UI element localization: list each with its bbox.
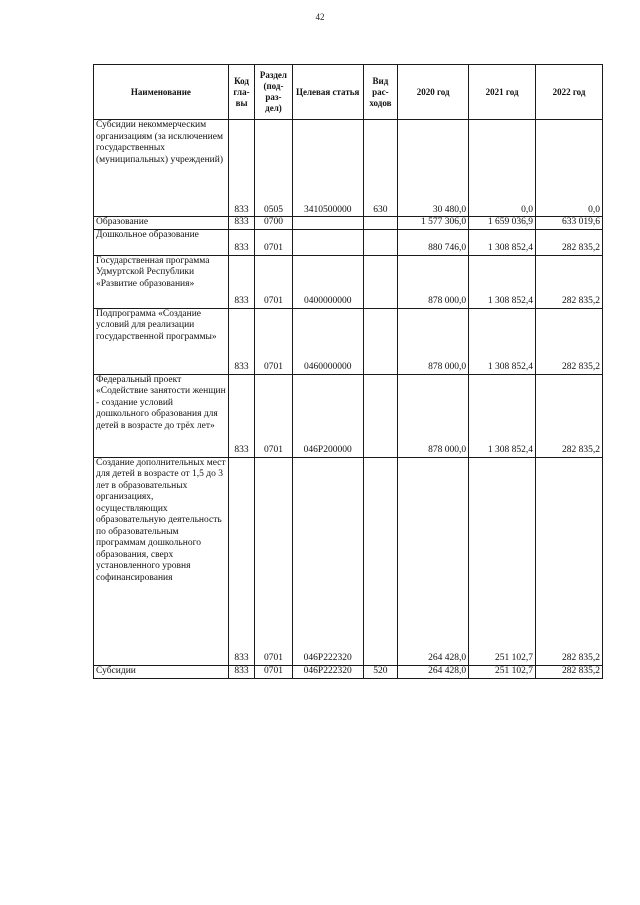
cell-name: Субсидии некоммерческим организациям (за исключением государственных (муниципальных) учреждений) — [94, 120, 229, 217]
cell-2020: 878 000,0 — [398, 255, 469, 308]
header-razdel: Раздел (под- раз- дел) — [255, 65, 293, 120]
cell-kod: 833 — [228, 457, 254, 665]
cell-celevaya: 0400000000 — [292, 255, 363, 308]
cell-2022: 282 835,2 — [536, 229, 603, 255]
cell-2020: 1 577 306,0 — [398, 217, 469, 230]
cell-2020: 878 000,0 — [398, 308, 469, 374]
cell-name: Федеральный проект «Содействие занятости женщин - создание условий дошкольного образования для детей в возрасте до трёх лет» — [94, 374, 229, 457]
budget-table — [93, 64, 603, 679]
cell-vid — [363, 457, 397, 665]
table-row — [94, 308, 603, 374]
cell-2021: 1 659 036,9 — [469, 217, 536, 230]
cell-celevaya — [292, 229, 363, 255]
cell-kod: 833 — [228, 217, 254, 230]
cell-2022: 282 835,2 — [536, 374, 603, 457]
cell-2021: 1 308 852,4 — [469, 308, 536, 374]
header-2022: 2022 год — [536, 65, 603, 120]
cell-2021: 251 102,7 — [469, 457, 536, 665]
table-row — [94, 457, 603, 665]
cell-2021: 1 308 852,4 — [469, 255, 536, 308]
table-row — [94, 665, 603, 678]
cell-kod: 833 — [228, 665, 254, 678]
cell-kod: 833 — [228, 120, 254, 217]
cell-razdel: 0701 — [255, 308, 293, 374]
header-2020: 2020 год — [398, 65, 469, 120]
cell-razdel: 0505 — [255, 120, 293, 217]
cell-celevaya: 046P222320 — [292, 457, 363, 665]
cell-2020: 880 746,0 — [398, 229, 469, 255]
header-vid: Вид рас- ходов — [363, 65, 397, 120]
header-name: Наименование — [94, 65, 229, 120]
cell-2022: 0,0 — [536, 120, 603, 217]
cell-2021: 0,0 — [469, 120, 536, 217]
cell-razdel: 0700 — [255, 217, 293, 230]
cell-name: Подпрограмма «Создание условий для реализации государственной программы» — [94, 308, 229, 374]
cell-2021: 1 308 852,4 — [469, 229, 536, 255]
cell-2020: 264 428,0 — [398, 457, 469, 665]
cell-name: Субсидии — [94, 665, 229, 678]
cell-vid: 520 — [363, 665, 397, 678]
table-row — [94, 120, 603, 217]
cell-celevaya — [292, 217, 363, 230]
cell-name: Государственная программа Удмуртской Республики «Развитие образования» — [94, 255, 229, 308]
cell-kod: 833 — [228, 255, 254, 308]
cell-razdel: 0701 — [255, 255, 293, 308]
cell-celevaya: 046P200000 — [292, 374, 363, 457]
header-celevaya: Целевая статья — [292, 65, 363, 120]
cell-name: Дошкольное образование — [94, 229, 229, 255]
cell-2022: 282 835,2 — [536, 255, 603, 308]
cell-2021: 251 102,7 — [469, 665, 536, 678]
cell-2022: 282 835,2 — [536, 308, 603, 374]
cell-2020: 30 480,0 — [398, 120, 469, 217]
cell-vid: 630 — [363, 120, 397, 217]
cell-vid — [363, 217, 397, 230]
cell-vid — [363, 308, 397, 374]
cell-razdel: 0701 — [255, 457, 293, 665]
header-2021: 2021 год — [469, 65, 536, 120]
table-row — [94, 255, 603, 308]
cell-kod: 833 — [228, 374, 254, 457]
cell-razdel: 0701 — [255, 229, 293, 255]
cell-vid — [363, 255, 397, 308]
cell-razdel: 0701 — [255, 665, 293, 678]
cell-2020: 878 000,0 — [398, 374, 469, 457]
table-row — [94, 217, 603, 230]
cell-kod: 833 — [228, 229, 254, 255]
cell-celevaya: 3410500000 — [292, 120, 363, 217]
cell-2022: 282 835,2 — [536, 665, 603, 678]
cell-celevaya: 0460000000 — [292, 308, 363, 374]
cell-celevaya: 046P222320 — [292, 665, 363, 678]
cell-2022: 633 019,6 — [536, 217, 603, 230]
cell-vid — [363, 374, 397, 457]
cell-name: Образование — [94, 217, 229, 230]
table-row — [94, 229, 603, 255]
cell-2020: 264 428,0 — [398, 665, 469, 678]
cell-vid — [363, 229, 397, 255]
header-kod: Код гла- вы — [228, 65, 254, 120]
cell-2022: 282 835,2 — [536, 457, 603, 665]
cell-name: Создание дополнительных мест для детей в возрасте от 1,5 до 3 лет в образовательных организациях, осуществляющих образовательную деятельность по образовательным программам дошкольного образования, сверх установленного уровня софинансирования — [94, 457, 229, 665]
header-row — [94, 65, 603, 120]
cell-kod: 833 — [228, 308, 254, 374]
cell-razdel: 0701 — [255, 374, 293, 457]
page-number: 42 — [315, 12, 325, 22]
table-row — [94, 374, 603, 457]
cell-2021: 1 308 852,4 — [469, 374, 536, 457]
